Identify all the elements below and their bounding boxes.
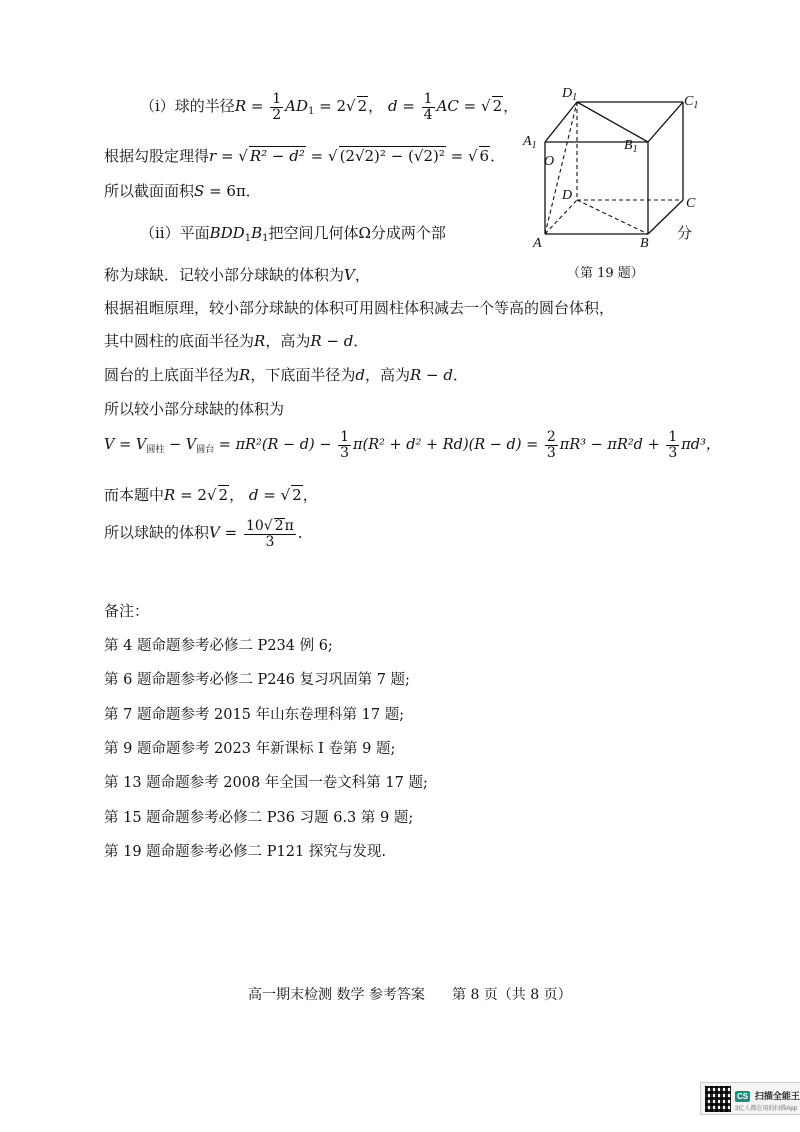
footer-left: 高一期末检测 数学 参考答案 [248,987,425,1003]
text: ． [490,147,506,165]
line-pythagoras [104,145,505,166]
sub: 1 [693,100,699,111]
den: 3 [546,444,556,461]
fraction [666,430,679,460]
var-d: d [248,486,259,504]
fraction [244,518,296,549]
num: 1 [340,429,350,445]
note-item: 第 13 题命题参考 2008 年全国一卷文科第 17 题; [104,775,428,791]
label-c1 [684,94,698,111]
text: ，下底面半径为 [250,366,356,384]
label-text: A [533,236,542,251]
fraction [422,92,435,122]
text: − V [164,437,197,454]
text: ． [452,366,468,384]
footer-page: 第 8 页（共 8 页） [452,987,572,1003]
label-o [544,154,554,170]
line-ii-a [140,222,446,244]
edge-b-c [648,200,683,234]
sub: 1 [531,140,537,151]
diag-d-b [577,200,648,234]
text: 圆台的上底面半径为 [104,366,240,384]
radicand: 2 [218,486,229,504]
text: = [458,97,481,116]
den: 3 [340,444,350,461]
radicand: 2 [357,97,368,116]
text: 所以截面面积 [104,182,195,200]
radical: √ [280,486,291,504]
sub: 1 [262,233,269,244]
text: = [258,486,281,504]
sub: 1 [632,144,638,155]
radical: √ [346,97,356,116]
label-d1 [562,86,577,103]
label-text: A [523,134,532,149]
text: = [445,147,468,165]
text: = 2 [175,486,207,504]
line-zu-principle: 根据祖暅原理，较小部分球缺的体积可用圆柱体积减去一个等高的圆台体积， [104,299,615,317]
num-a: 10 [245,518,264,534]
fraction [270,92,283,122]
radicand: 2 [274,518,284,534]
note-item: 第 4 题命题参考必修二 P234 例 6; [104,638,333,654]
text: = [216,147,239,165]
var-V: V [104,437,115,454]
var-AD1: AD [285,97,308,116]
var-V: V [209,523,220,542]
text: 而本题中 [104,486,165,504]
text: = V [114,437,147,454]
radical: √ [328,147,338,165]
var-R: R [164,486,176,504]
sub: 圆柱 [146,445,165,456]
text: ， [229,486,245,504]
fraction [338,430,351,460]
brand-tagline: 3亿人都在用的扫描App [735,1106,798,1112]
num-b: π [284,518,294,534]
var-d: d [355,366,365,384]
radical: √ [481,97,491,116]
text: ， [503,97,519,116]
var-r: r [209,147,217,165]
notes-title: 备注： [104,602,150,620]
text: ． [353,332,369,350]
label-text: C [686,196,696,211]
var-S: S [194,182,205,200]
label-b1 [624,138,638,155]
radical: √ [206,486,217,504]
radicand: 2 [492,97,503,116]
sub: 1 [244,233,252,244]
edge-a-d [545,200,577,234]
var-V: V [344,266,355,284]
var-plane: BDD [209,224,245,242]
text: = 2 [314,97,347,116]
text: = [397,97,420,116]
label-a1 [523,134,537,151]
text: = πR²(R − d) − [214,437,337,454]
text: ， [354,266,370,284]
text: ， [302,486,318,504]
line-volume-formula [104,430,720,460]
label-a [533,236,542,252]
text: （ii）平面 [140,224,210,242]
line-ii-b [104,264,370,285]
fraction [545,430,558,460]
line-radius [140,92,518,122]
text: 所以球缺的体积 [104,523,210,542]
text: ，高为 [265,332,311,350]
var-R: R [254,332,266,350]
var-R: R [234,97,247,116]
note-item: 第 6 题命题参考必修二 P246 复习巩固第 7 题; [104,672,410,688]
line-volume-intro: 所以较小部分球缺的体积为 [104,400,285,418]
var-h: R − d [409,366,453,384]
text: = [246,97,269,116]
sub: 圆台 [196,445,215,456]
num: 1 [272,91,282,107]
label-c [686,196,695,212]
text: 根据勾股定理得 [104,147,210,165]
text: = 6π． [204,182,261,200]
radicand: 6 [479,147,490,165]
num: 1 [423,91,433,107]
var-AC: AC [436,97,459,116]
radical: √ [263,518,273,534]
radicand: R² − d² [249,147,305,165]
var-R: R [239,366,251,384]
sub: 1 [572,92,578,103]
den: 3 [668,444,678,461]
edge-c1-b1 [648,102,683,142]
cube-figure [515,82,705,262]
radical: √ [467,147,478,165]
label-text: C [684,94,694,109]
radical: √ [238,147,248,165]
num: 1 [668,429,678,445]
text: ， [368,97,384,116]
line-cylinder [104,330,368,351]
text: = [219,523,242,542]
den: 3 [265,533,275,550]
scanner-watermark [700,1082,800,1115]
note-item: 第 9 题命题参考 2023 年新课标 I 卷第 9 题; [104,741,396,757]
note-item: 第 19 题命题参考必修二 P121 探究与发现. [104,844,386,860]
cs-logo-icon: CS [737,1092,749,1101]
label-d [562,188,572,204]
line-ii-a-cont: 分 [677,224,693,242]
line-final-volume [104,518,313,549]
label-text: B [640,236,649,251]
radicand: 2 [292,486,302,504]
note-item: 第 7 题命题参考 2015 年山东卷理科第 17 题; [104,707,405,723]
figure-caption: （第 19 题） [567,266,644,281]
text: πR³ − πR²d + [559,437,665,454]
den: 4 [423,106,433,123]
text: πd³， [681,437,721,454]
text: 其中圆柱的底面半径为 [104,332,255,350]
diag-d1-b1 [577,102,648,142]
var-h: R − d [310,332,354,350]
label-text: B [624,138,633,153]
qr-code-icon [705,1086,731,1112]
radicand: (2√2)² − (√2)² [339,147,445,165]
line-given [104,484,318,505]
num [244,518,296,535]
label-text: D [562,188,573,203]
text: = [305,147,328,165]
text: 把空间几何体Ω分成两个部 [268,224,446,242]
var-plane: B [251,224,263,242]
text: （i）球的半径 [140,97,235,116]
note-item: 第 15 题命题参考必修二 P36 习题 6.3 第 9 题; [104,810,414,826]
sub: 1 [308,106,315,118]
text: π(R² + d² + Rd)(R − d) = [353,437,543,454]
line-frustum [104,364,468,385]
label-b [640,236,649,252]
var-d: d [387,97,398,116]
brand-name: 扫描全能王 [754,1091,800,1101]
text: ． [297,523,313,542]
text: 称为球缺．记较小部分球缺的体积为 [104,266,345,284]
label-text: D [562,86,573,101]
watermark-text [735,1085,800,1112]
label-text: O [544,154,555,169]
num: 2 [546,429,556,445]
line-area [104,180,261,201]
text: ，高为 [364,366,410,384]
den: 2 [272,106,282,123]
